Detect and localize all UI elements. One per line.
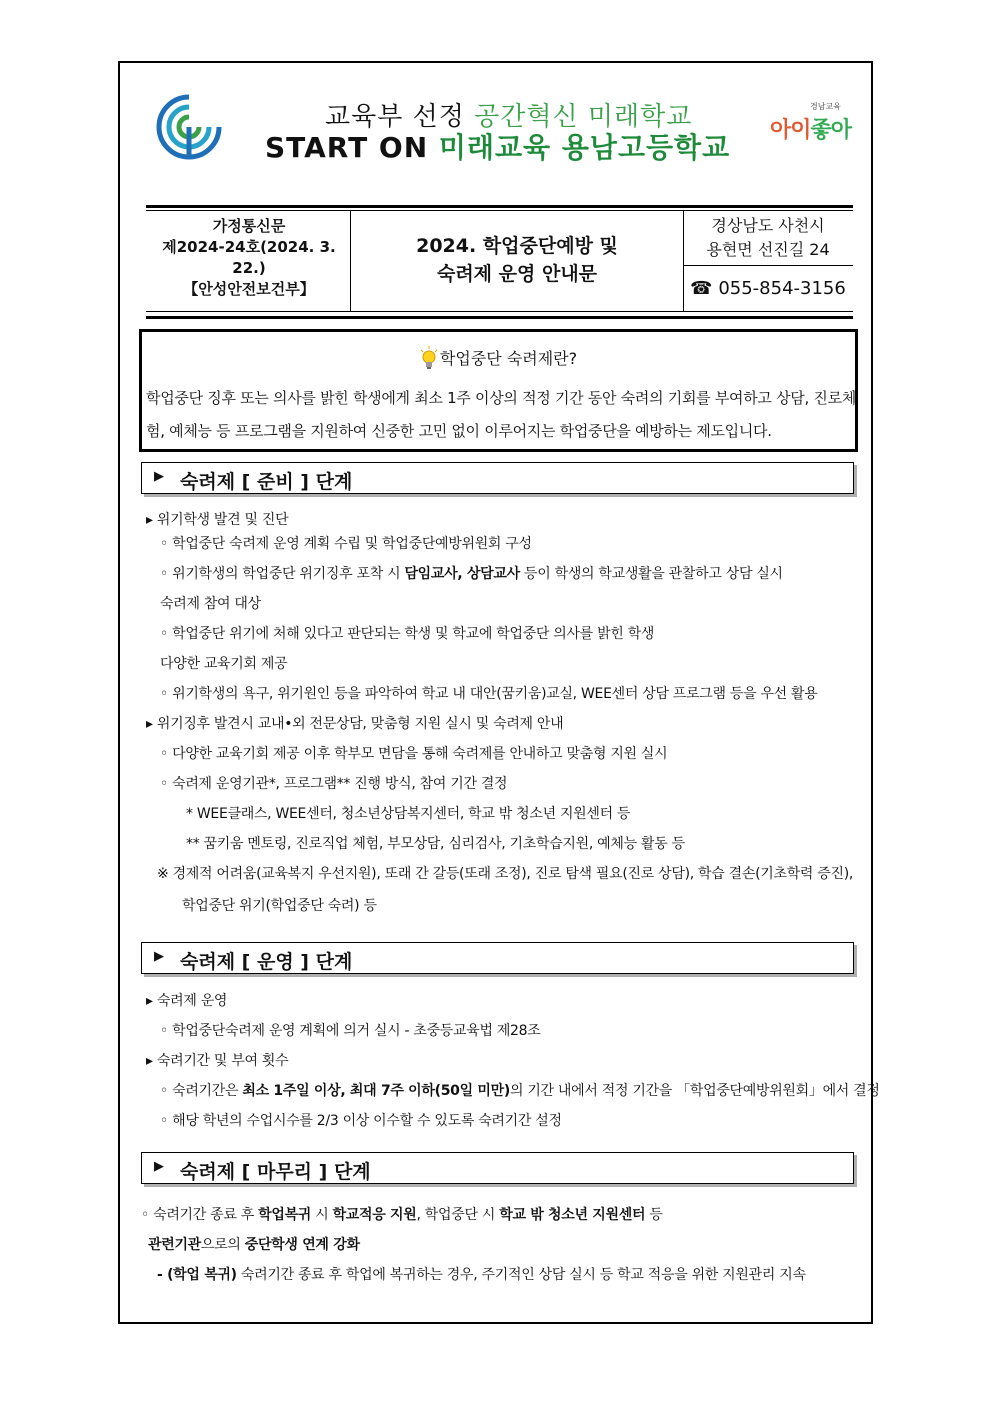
prep-item: ◦ 다양한 교육기회 제공 이후 학부모 면담을 통해 숙려제를 안내하고 맞춤형 지원 실시 [160,746,668,762]
section-label: 숙려제 [ 준비 ] 단계 [180,471,353,493]
section-header-prep [141,462,854,494]
section-label: 숙려제 [ 운영 ] 단계 [180,951,353,973]
document-title: 2024. 학업중단예방 및 숙려제 운영 안내문 [416,235,618,285]
definition-title: 학업중단 숙려제란? [142,346,855,370]
prep-footnote: ** 꿈키움 멘토링, 진로직업 체험, 부모상담, 심리검사, 기초학습지원, 예체능 활동 등 [186,836,685,852]
prep-item: ◦ 학업중단 숙려제 운영 계획 수립 및 학업중단예방위원회 구성 [160,536,532,552]
info-table-border-top [146,205,853,208]
definition-box [139,329,858,452]
prep-note: ※ 경제적 어려움(교육복지 우선지원), 또래 간 갈등(또래 조정), 진로 탐색 필요(진로 상담), 학습 결손(기초학력 증진), [157,866,854,882]
info-table-divider [683,265,853,266]
section-header-finish [141,1152,854,1184]
info-table-border-top-inner [146,210,853,211]
prep-item-heading: ▸ 위기징후 발견시 교내•외 전문상담, 맞춤형 지원 실시 및 숙려제 안내 [146,716,564,732]
info-table-border-bottom-inner [146,311,853,312]
logo-big-text: 아이좋아 [770,118,852,143]
section-label: 숙려제 [ 마무리 ] 단계 [180,1161,371,1183]
school-address: 경상남도 사천시 용현면 선진길 24 [706,216,830,259]
prep-footnote: * WEE클래스, WEE센터, 청소년상담복지센터, 학교 밖 청소년 지원센터 등 [186,806,631,822]
prep-item: ◦ 숙려제 운영기관*, 프로그램** 진행 방식, 참여 기간 결정 [160,776,508,792]
fin-item: - (학업 복귀) 숙려기간 종료 후 학업에 복귀하는 경우, 주기적인 상담 실시 등 학교 적응을 위한 지원관리 지속 [157,1267,806,1283]
oper-item-heading: ▸ 숙려기간 및 부여 횟수 [146,1053,289,1069]
fin-item: ◦ 숙려기간 종료 후 학업복귀 시 학교적응 지원, 학업중단 시 학교 밖 청소년 지원센터 등 [141,1207,663,1223]
school-logo-icon [155,93,223,161]
section-header-operation [141,942,854,974]
school-phone: ☎ 055-854-3156 [690,278,846,299]
prep-item-heading: ▸ 위기학생 발견 및 진단 [146,512,289,528]
oper-item-heading: ▸ 숙려제 운영 [146,993,228,1009]
definition-text: 학업중단 징후 또는 의사를 밝힌 학생에게 최소 1주 이상의 적정 기간 동안 숙려의 기회를 부여하고 상담, 진로체험, 예체능 등 프로그램을 지원하여 신중한 고민 없이 이루어지는 학업중단을 예방하는 제도입니다. [146,389,856,440]
fin-item: 관련기관으로의 중단학생 연계 강화 [148,1237,360,1253]
info-table-border-bottom [146,316,853,319]
prep-item: ◦ 위기학생의 학업중단 위기징후 포착 시 담임교사, 상담교사 등이 학생의 학교생활을 관찰하고 상담 실시 [160,566,783,582]
header-title-line1: 교육부 선정 공간혁신 미래학교 [325,102,693,132]
section-arrow-icon: ▶ [154,469,164,484]
prep-subheading: 숙려제 참여 대상 [160,596,261,612]
prep-item: ◦ 위기학생의 욕구, 위기원인 등을 파악하여 학교 내 대안(꿈키움)교실, WEE센터 상담 프로그램 등을 우선 활용 [160,686,818,702]
section-arrow-icon: ▶ [154,949,164,964]
prep-item: ◦ 학업중단 위기에 처해 있다고 판단되는 학생 및 학교에 학업중단 의사를 밝힌 학생 [160,626,655,642]
lightbulb-icon [420,346,438,370]
oper-item: ◦ 해당 학년의 수업시수를 2/3 이상 이수할 수 있도록 숙려기간 설정 [160,1113,562,1129]
logo-small-text: 경남교육 [810,102,841,111]
oper-item: ◦ 숙려기간은 최소 1주일 이상, 최대 7주 이하(50일 미만)의 기간 내에서 적정 기간을 「학업중단예방위원회」에서 결정 [160,1083,880,1099]
gyeongnam-education-logo [770,101,852,149]
header-title-line2: START ON 미래교육 용남고등학교 [265,131,731,164]
prep-subheading: 다양한 교육기회 제공 [160,656,288,672]
oper-item: ◦ 학업중단숙려제 운영 계획에 의거 실시 - 초중등교육법 제28조 [160,1023,541,1039]
info-table-divider [350,211,351,311]
section-arrow-icon: ▶ [154,1159,164,1174]
prep-note: 학업중단 위기(학업중단 숙려) 등 [182,898,377,914]
newsletter-number: 가정통신문 제2024-24호(2024. 3. 22.) 【안성안전보건부】 [162,217,336,298]
